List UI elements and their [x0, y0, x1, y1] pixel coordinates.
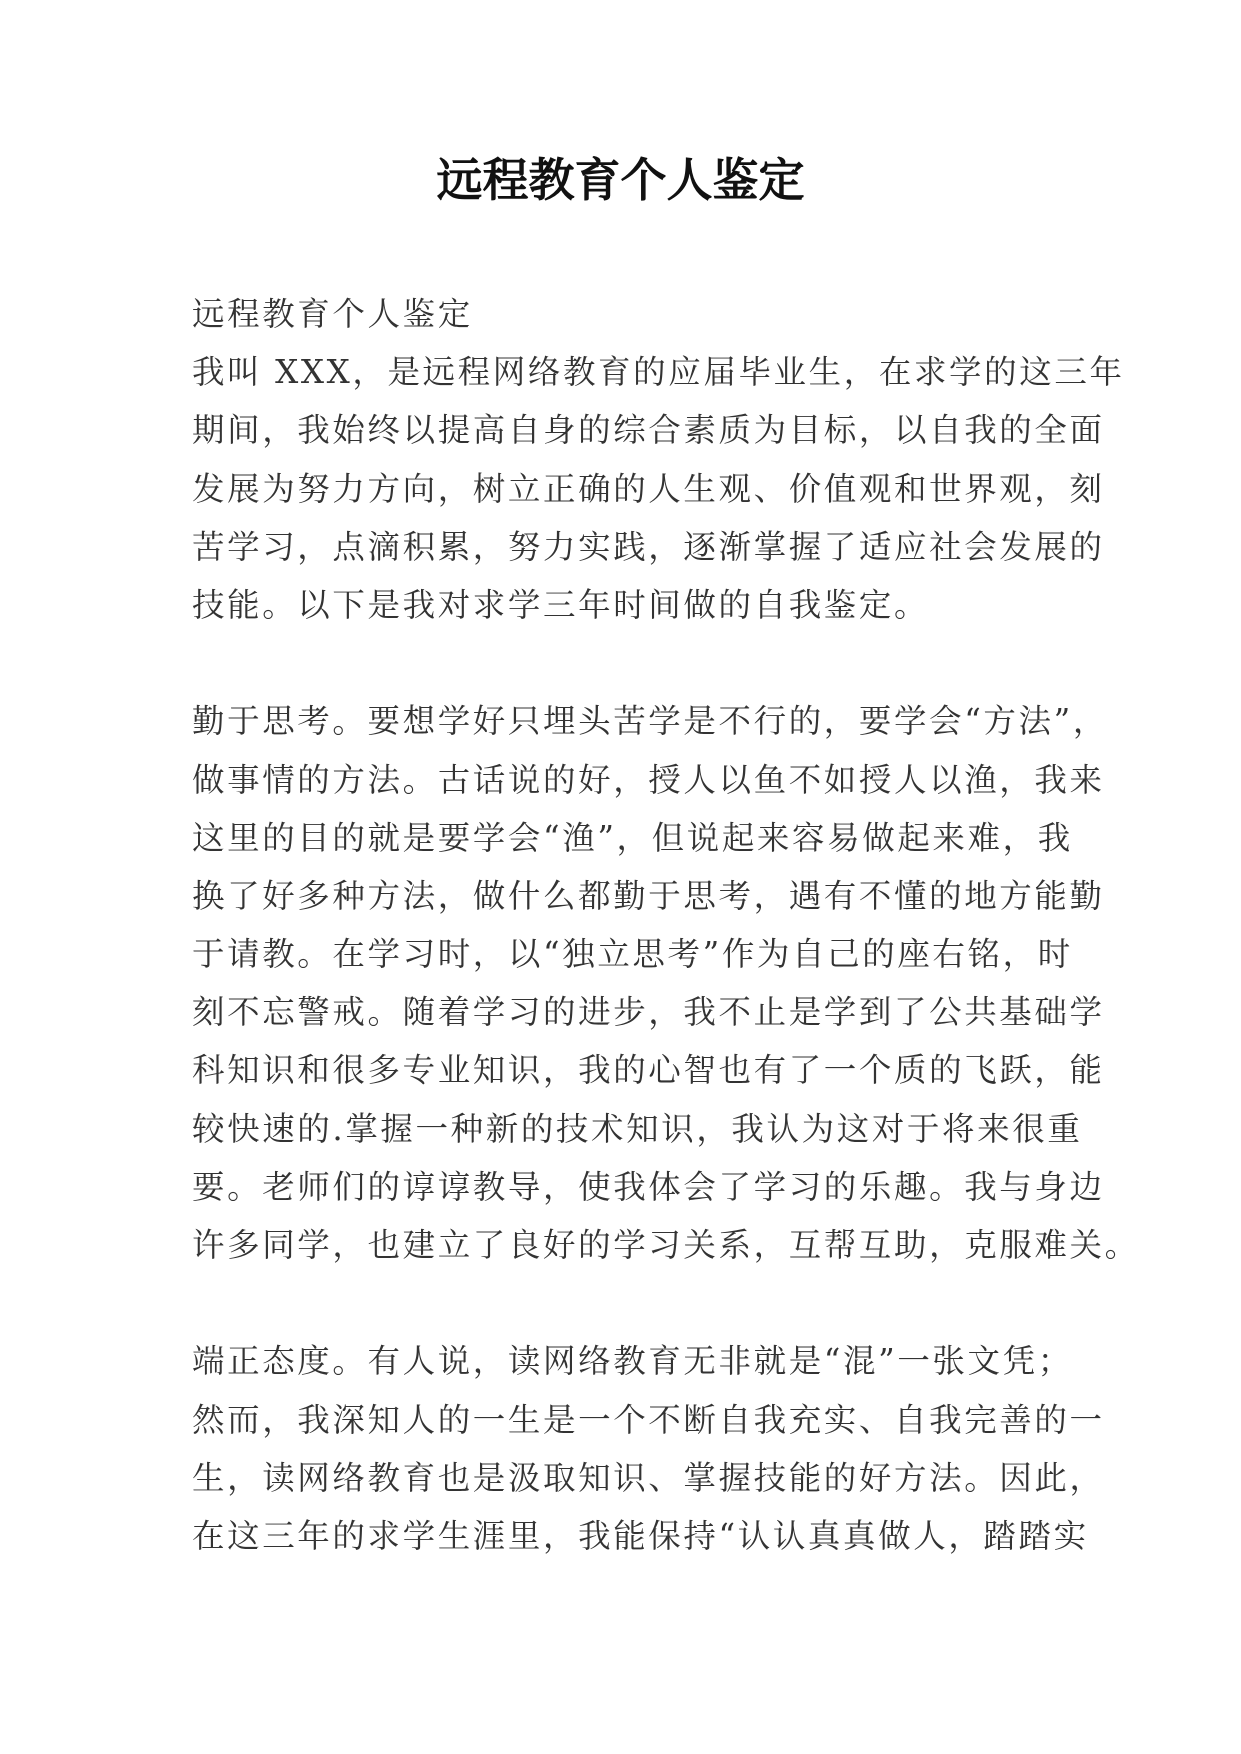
paragraph-thinking [192, 692, 1140, 1274]
text-line: 勤于思考。要想学好只埋头苦学是不行的，要学会“方法”， [192, 702, 1108, 741]
text-line: 较快速的.掌握一种新的技术知识，我认为这对于将来很重 [192, 1109, 1083, 1148]
text-line: 刻不忘警戒。随着学习的进步，我不止是学到了公共基础学 [192, 993, 1105, 1032]
text-line: 然而，我深知人的一生是一个不断自我充实、自我完善的一 [192, 1400, 1105, 1439]
text-line: 发展为努力方向，树立正确的人生观、价值观和世界观，刻 [192, 469, 1105, 508]
text-line: 苦学习，点滴积累，努力实践，逐渐掌握了适应社会发展的 [192, 527, 1105, 566]
text-line: 我叫 XXX，是远程网络教育的应届毕业生，在求学的这三年 [192, 353, 1125, 392]
paragraph-intro [192, 343, 1125, 634]
text-line: 生，读网络教育也是汲取知识、掌握技能的好方法。因此， [192, 1458, 1105, 1497]
text-line: 端正态度。有人说，读网络教育无非就是“混”一张文凭； [192, 1342, 1073, 1381]
body-heading: 远程教育个人鉴定 [192, 295, 473, 333]
paragraph-gap [192, 1274, 1072, 1332]
text-line: 科知识和很多专业知识，我的心智也有了一个质的飞跃，能 [192, 1051, 1105, 1090]
paragraph-attitude [192, 1332, 1105, 1565]
text-line: 许多同学，也建立了良好的学习关系，互帮互助，克服难关。 [192, 1226, 1140, 1264]
document-title: 远程教育个人鉴定 [436, 153, 805, 207]
document-body [192, 285, 1140, 1565]
text-line: 在这三年的求学生涯里，我能保持“认认真真做人，踏踏实 [192, 1516, 1089, 1555]
text-line: 这里的目的就是要学会“渔”，但说起来容易做起来难，我 [192, 818, 1073, 857]
text-line: 于请教。在学习时，以“独立思考”作为自己的座右铭，时 [192, 935, 1073, 974]
text-line: 要。老师们的谆谆教导，使我体会了学习的乐趣。我与身边 [192, 1167, 1105, 1206]
paragraph-gap [192, 634, 1072, 692]
text-line: 技能。以下是我对求学三年时间做的自我鉴定。 [192, 585, 930, 624]
text-line: 做事情的方法。古话说的好，授人以鱼不如授人以渔，我来 [192, 760, 1105, 799]
text-line: 换了好多种方法，做什么都勤于思考，遇有不懂的地方能勤 [192, 876, 1105, 915]
text-line: 期间，我始终以提高自身的综合素质为目标，以自我的全面 [192, 411, 1105, 450]
